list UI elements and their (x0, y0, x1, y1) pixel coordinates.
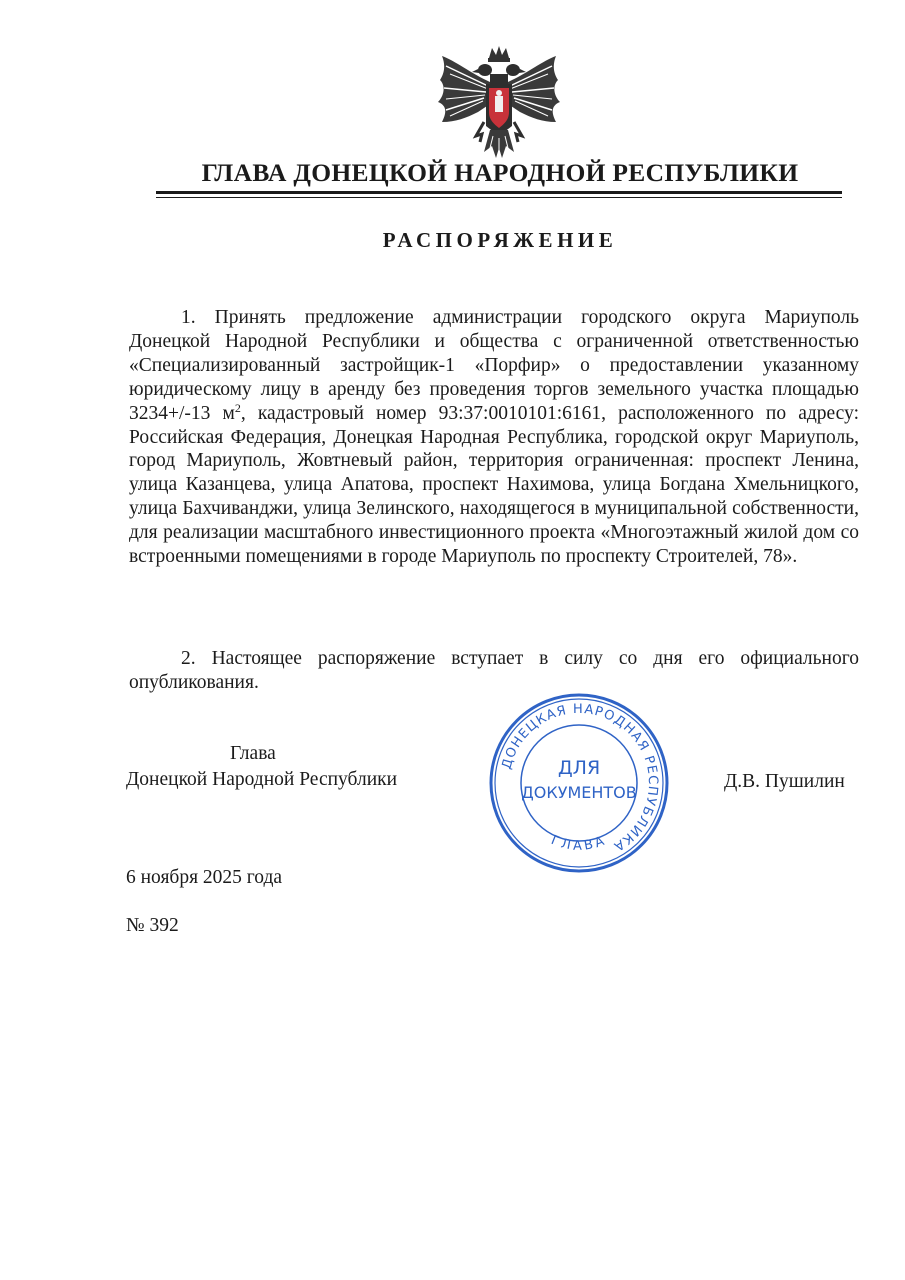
document-type: РАСПОРЯЖЕНИЕ (382, 228, 618, 252)
order-paragraph-2: 2. Настоящее распоряжение вступает в силу со дня его официального опубликования. (129, 648, 859, 693)
signer-name: Д.В. Пушилин (724, 771, 845, 792)
signatory-position-line-2: Донецкой Народной Республики (126, 769, 398, 790)
heading-rule-thick (156, 191, 842, 194)
coat-of-arms-icon (432, 44, 566, 162)
heading-rule-thin (156, 197, 842, 198)
stamp-bottom-text: ГЛАВА (548, 832, 610, 854)
unit-exponent: 2 (234, 400, 241, 415)
svg-text:ГЛАВА (549, 833, 609, 854)
paragraph-1-text-continued: , кадастровый номер 93:37:0010101:6161, расположенного по адресу: Российская Федерация, Донецкая Народная Республика, городской округ Мариуполь, город Мариуполь, Жовтневый район, территория ограниченная: проспект Ленина, улица Казанцева, улица Апатова, проспект Нахимова, улица Богдана Хмельницкого, улица Бахчиванджи, улица Зелинского, находящегося в муниципальной собственности, для реализации масштабного инвестиционного проекта «Многоэтажный жилой дом со встроенными помещениями в городе Мариуполь по проспекту Строителей, 78». (129, 402, 859, 568)
order-paragraph-1 (129, 306, 859, 569)
signatory-position-line-1: Глава (230, 743, 276, 764)
paragraph-1-text: 1. Принять предложение администрации городского округа Мариуполь Донецкой Народной Республики и общества с ограниченной ответственностью «Специализированный застройщик-1 «Порфир» о предоставлении указанному юридическому лицу в аренду без проведения торгов земельного участка площадью 3234+/-13 м (129, 307, 859, 424)
stamp-ring-text: ДОНЕЦКАЯ НАРОДНАЯ РЕСПУБЛИКА (499, 701, 661, 855)
document-date: 6 ноября 2025 года (126, 867, 283, 888)
stamp-center-line-1: ДЛЯ (557, 757, 601, 779)
document-number: № 392 (126, 915, 179, 936)
official-stamp (486, 690, 672, 876)
issuer-heading: ГЛАВА ДОНЕЦКОЙ НАРОДНОЙ РЕСПУБЛИКИ (201, 158, 799, 187)
stamp-center-line-2: ДОКУМЕНТОВ (521, 783, 637, 802)
